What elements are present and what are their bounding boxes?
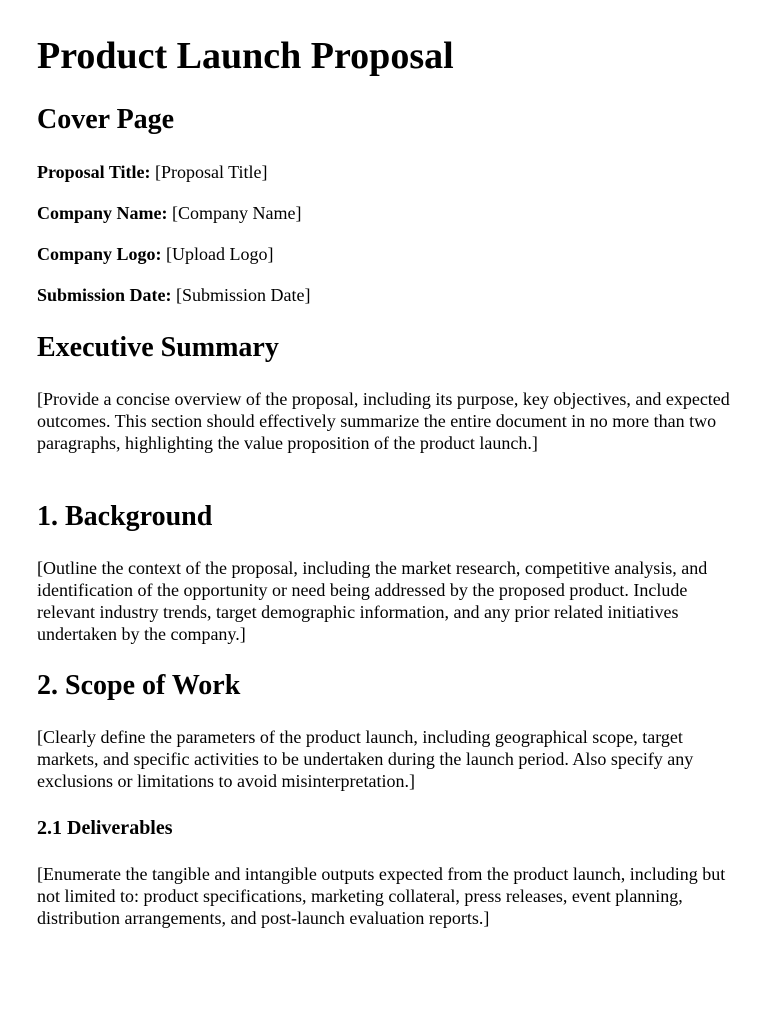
field-label: Company Name: — [37, 203, 168, 223]
executive-summary-text: [Provide a concise overview of the proposal, including its purpose, key objectives, and expected outcomes. This section should effectively summarize the entire document in no more than two paragraphs, highlighting the value proposition of the product launch.] — [37, 389, 730, 453]
background-heading: 1. Background — [37, 501, 213, 532]
submission-date-field — [37, 284, 311, 306]
deliverables-heading: 2.1 Deliverables — [37, 817, 173, 839]
scope-of-work-heading: 2. Scope of Work — [37, 670, 241, 701]
scope-of-work-text: [Clearly define the parameters of the product launch, including geographical scope, target markets, and specific activities to be undertaken during the launch period. Also specify any exclusions or limitations to avoid misinterpretation.] — [37, 727, 694, 791]
cover-page-heading: Cover Page — [37, 104, 175, 135]
background-text: [Outline the context of the proposal, including the market research, competitive analysis, and identification of the opportunity or need being addressed by the proposed product. Include relevant industry trends, target demographic information, and any prior related initiatives undertaken by the company.] — [37, 558, 708, 644]
document-title: Product Launch Proposal — [37, 35, 454, 77]
deliverables-text: [Enumerate the tangible and intangible outputs expected from the product launch, including but not limited to: product specifications, marketing collateral, press releases, event planning, distribution arrangements, and post-launch evaluation reports.] — [37, 864, 726, 928]
field-value: [Proposal Title] — [155, 162, 268, 182]
field-label: Company Logo: — [37, 244, 162, 264]
field-label: Submission Date: — [37, 285, 172, 305]
company-logo-field — [37, 243, 274, 265]
field-value: [Upload Logo] — [166, 244, 274, 264]
field-value: [Submission Date] — [176, 285, 311, 305]
executive-summary-heading: Executive Summary — [37, 332, 279, 363]
field-value: [Company Name] — [172, 203, 302, 223]
field-label: Proposal Title: — [37, 162, 151, 182]
proposal-title-field — [37, 161, 268, 183]
company-name-field — [37, 202, 301, 224]
